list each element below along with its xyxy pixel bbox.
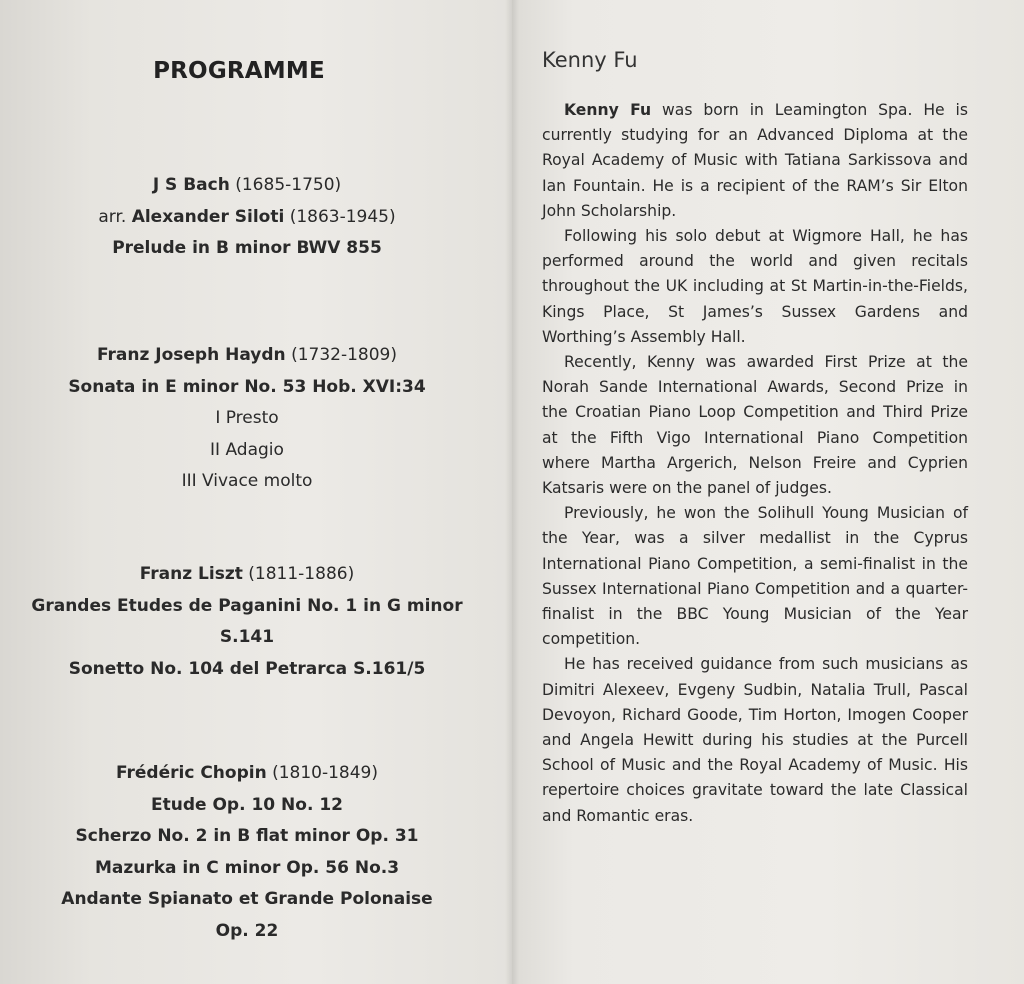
programme-item-haydn <box>0 340 494 498</box>
movement: I Presto <box>215 408 279 428</box>
composer-dates: (1732-1809) <box>291 345 397 365</box>
arranger-line <box>0 202 494 234</box>
composer-name: J S Bach <box>152 175 230 195</box>
bio-paragraph <box>542 98 968 224</box>
composer-dates: (1685-1750) <box>235 175 342 195</box>
bio-paragraph: Recently, Kenny was awarded First Prize at the Norah Sande International Awards, Second Prize in the Croatian Piano Loop Competition and Third Prize at the Fifth Vigo International Piano Competition where Martha Argerich, Nelson Freire and Cyprien Katsaris were on the panel of judges. <box>542 353 968 498</box>
arranger-name: Alexander Siloti <box>131 206 285 227</box>
arranger-dates: (1863-1945) <box>289 206 396 227</box>
composer-line <box>0 340 494 372</box>
programme-title: PROGRAMME <box>153 58 325 84</box>
arranger-prefix: arr. <box>98 206 127 227</box>
programme-item-bach <box>0 170 494 265</box>
movement: II Adagio <box>210 439 284 460</box>
work-title: Op. 22 <box>215 920 279 941</box>
movement: III Vivace molto <box>181 471 313 491</box>
biography-page <box>512 0 1024 984</box>
composer-name: Frédéric Chopin <box>115 763 267 783</box>
work-title: Scherzo No. 2 in B flat minor Op. 31 <box>75 826 419 846</box>
work-title: Andante Spianato et Grande Polonaise <box>61 889 433 909</box>
work-title: Mazurka in C minor Op. 56 No.3 <box>94 857 400 878</box>
composer-dates: (1811-1886) <box>248 564 355 584</box>
composer-name: Franz Joseph Haydn <box>96 345 286 365</box>
work-title: S.141 <box>219 627 275 647</box>
bio-paragraph: Following his solo debut at Wigmore Hall, he has performed around the world and given recitals throughout the UK including at St Martin-in-the-Fields, Kings Place, St James’s Sussex Gardens and Worthing’s Assembly Hall. <box>542 227 968 346</box>
composer-line <box>0 758 494 790</box>
biography-text <box>542 98 968 829</box>
bio-name: Kenny Fu <box>564 101 652 119</box>
work-title: Sonata in E minor No. 53 Hob. XVI:34 <box>68 376 426 397</box>
work-title: Prelude in B minor BWV 855 <box>112 238 382 258</box>
bio-paragraph: He has received guidance from such musicians as Dimitri Alexeev, Evgeny Sudbin, Natalia Trull, Pascal Devoyon, Richard Goode, Tim Horton, Imogen Cooper and Angela Hewitt during his studies at the Purcell School of Music and the Royal Academy of Music. His repertoire choices gravitate toward the late Classical and Romantic eras. <box>542 655 968 825</box>
composer-line <box>0 170 494 202</box>
work-title: Grandes Etudes de Paganini No. 1 in G minor <box>31 595 463 616</box>
work-title: Sonetto No. 104 del Petrarca S.161/5 <box>68 658 426 679</box>
work-title: Etude Op. 10 No. 12 <box>151 794 343 815</box>
programme-item-liszt <box>0 559 494 685</box>
programme-item-chopin <box>0 758 494 947</box>
composer-line <box>0 559 494 591</box>
bio-paragraph: Previously, he won the Solihull Young Musician of the Year, was a silver medallist in the Cyprus International Piano Competition, a semi-finalist in the Sussex International Piano Competition and a quarter-finalist in the BBC Young Musician of the Year competition. <box>542 504 968 649</box>
biography-title: Kenny Fu <box>542 48 638 72</box>
composer-name: Franz Liszt <box>139 564 243 584</box>
bio-paragraph-text: was born in Leamington Spa. He is currently studying for an Advanced Diploma at the Royal Academy of Music with Tatiana Sarkissova and Ian Fountain. He is a recipient of the RAM’s Sir Elton John Scholarship. <box>542 101 968 220</box>
composer-dates: (1810-1849) <box>272 763 379 783</box>
